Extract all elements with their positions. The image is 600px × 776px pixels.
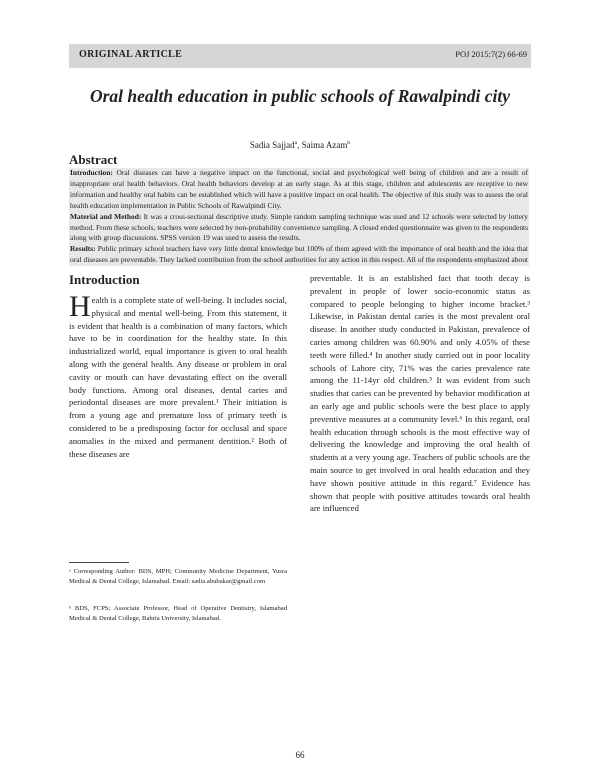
article-type-label: ORIGINAL ARTICLE: [79, 49, 183, 60]
author-affiliation-mark: b: [347, 140, 351, 146]
page-number: 66: [295, 750, 305, 760]
author-affiliation-mark: a: [294, 140, 298, 146]
footnote-second-author: ᵇ BDS, FCPS; Associate Professor, Head of Operative Dentistry, Islamabad Medical & Dental College, Bahria University, Islamabad.: [69, 605, 287, 622]
author-name: Saima Azam: [301, 140, 348, 150]
body-column-right: [310, 272, 530, 742]
body-text: ealth is a complete state of well-being. It includes social, physical and mental well-being. From this statement, it is evident that health is a combination of many factors, which have to be in coordination for the healthy state. In this industrialized world, equal importance is given to oral health along with the general health. Any disease or problem in oral cavity or mouth can have devastating effect on the overall body functions. Among oral diseases, dental caries and periodontal diseases are more prevalent.¹ Their initiation is from a young age and premature loss of primary teeth is considered to be a predisposing factor for occlusal and space anomalies in the mixed and permanent dentition.² Both of these diseases are: [69, 295, 287, 459]
abstract-box: [69, 168, 529, 266]
body-paragraph: preventable. It is an established fact that tooth decay is prevalent in people of lower socio-economic status as compared to people belonging to higher income bracket.³ Likewise, in Pakistan dental caries is the most prevalent oral disease. In another study conducted in Pakistan, prevalence of caries among children was 60.90% and only 4.05% of these teeth were filled.⁴ In another study carried out in poor locality schools of Lahore city, 71% was the caries prevalence rate among the 11-14yr old children.⁵ It was evident from such studies that caries can be prevented by behavior modification at an early age and public schools were the best place to apply preventive measures at a community level.⁶ In this regard, oral health education through schools is the most effective way of delivering the knowledge and improving the oral health of students at a very young age. Teachers of public schools are the main source to get involved in oral health education and they have shown positive attitude in this regard.⁷ Evidence has shown that people with positive attitudes towards oral health are influenced: [310, 273, 530, 514]
article-title: Oral health education in public schools of Rawalpindi city: [89, 86, 511, 106]
body-paragraph: [69, 294, 287, 460]
drop-cap: H: [69, 294, 91, 323]
introduction-heading: Introduction: [69, 272, 140, 287]
abstract-section-label: Results:: [70, 244, 96, 254]
abstract-introduction: [70, 168, 528, 212]
author-separator: ,: [297, 140, 302, 150]
abstract-section-label: Introduction:: [70, 168, 113, 177]
article-header-bar: [69, 44, 531, 68]
footnote-corresponding-author: ᵃ Corresponding Author: BDS, MPH; Community Medicine Department, Yusra Medical & Dental College, Islamabad. Email: sadia.abubakar@gmail.com: [69, 568, 287, 585]
footnote-divider: [69, 562, 129, 563]
body-column-left: [69, 294, 287, 556]
abstract-section-text: Public primary school teachers have very little dental knowledge but 100% of them agreed with the importance of oral health and the idea that oral diseases are preventable. They lacked contribution from the school authorities for any action in this respect. All of the respondents emphasized about: [70, 244, 528, 265]
abstract-heading: Abstract: [69, 152, 118, 167]
abstract-methods: [70, 212, 528, 245]
journal-citation: POJ 2015:7(2) 66-69: [455, 49, 527, 59]
author-line: [69, 140, 531, 150]
abstract-section-text: Oral diseases can have a negative impact on the functional, social and psychological well being of children and are a result of inappropriate oral health behaviors. Oral health behaviors develop at an early stage. As at this stage, children and adolescents are receptive to new information and healthy oral habits can be established which will have a positive impact on oral health. The objective of this study was to assess the oral health education implementation in Public Schools of Rawalpindi City.: [70, 168, 528, 210]
abstract-section-text: It was a cross-sectional descriptive study. Simple random sampling technique was used and 12 schools were selected by lottery method. From these schools, teachers were selected by non-probability convenience sampling. A closed ended questionnaire was given to the respondents along with group discussions. SPSS version 19 was used to assess the results.: [70, 211, 528, 243]
author-name: Sadia Sajjad: [249, 140, 295, 150]
abstract-results: [70, 244, 528, 266]
abstract-section-label: Material and Method:: [70, 211, 142, 221]
